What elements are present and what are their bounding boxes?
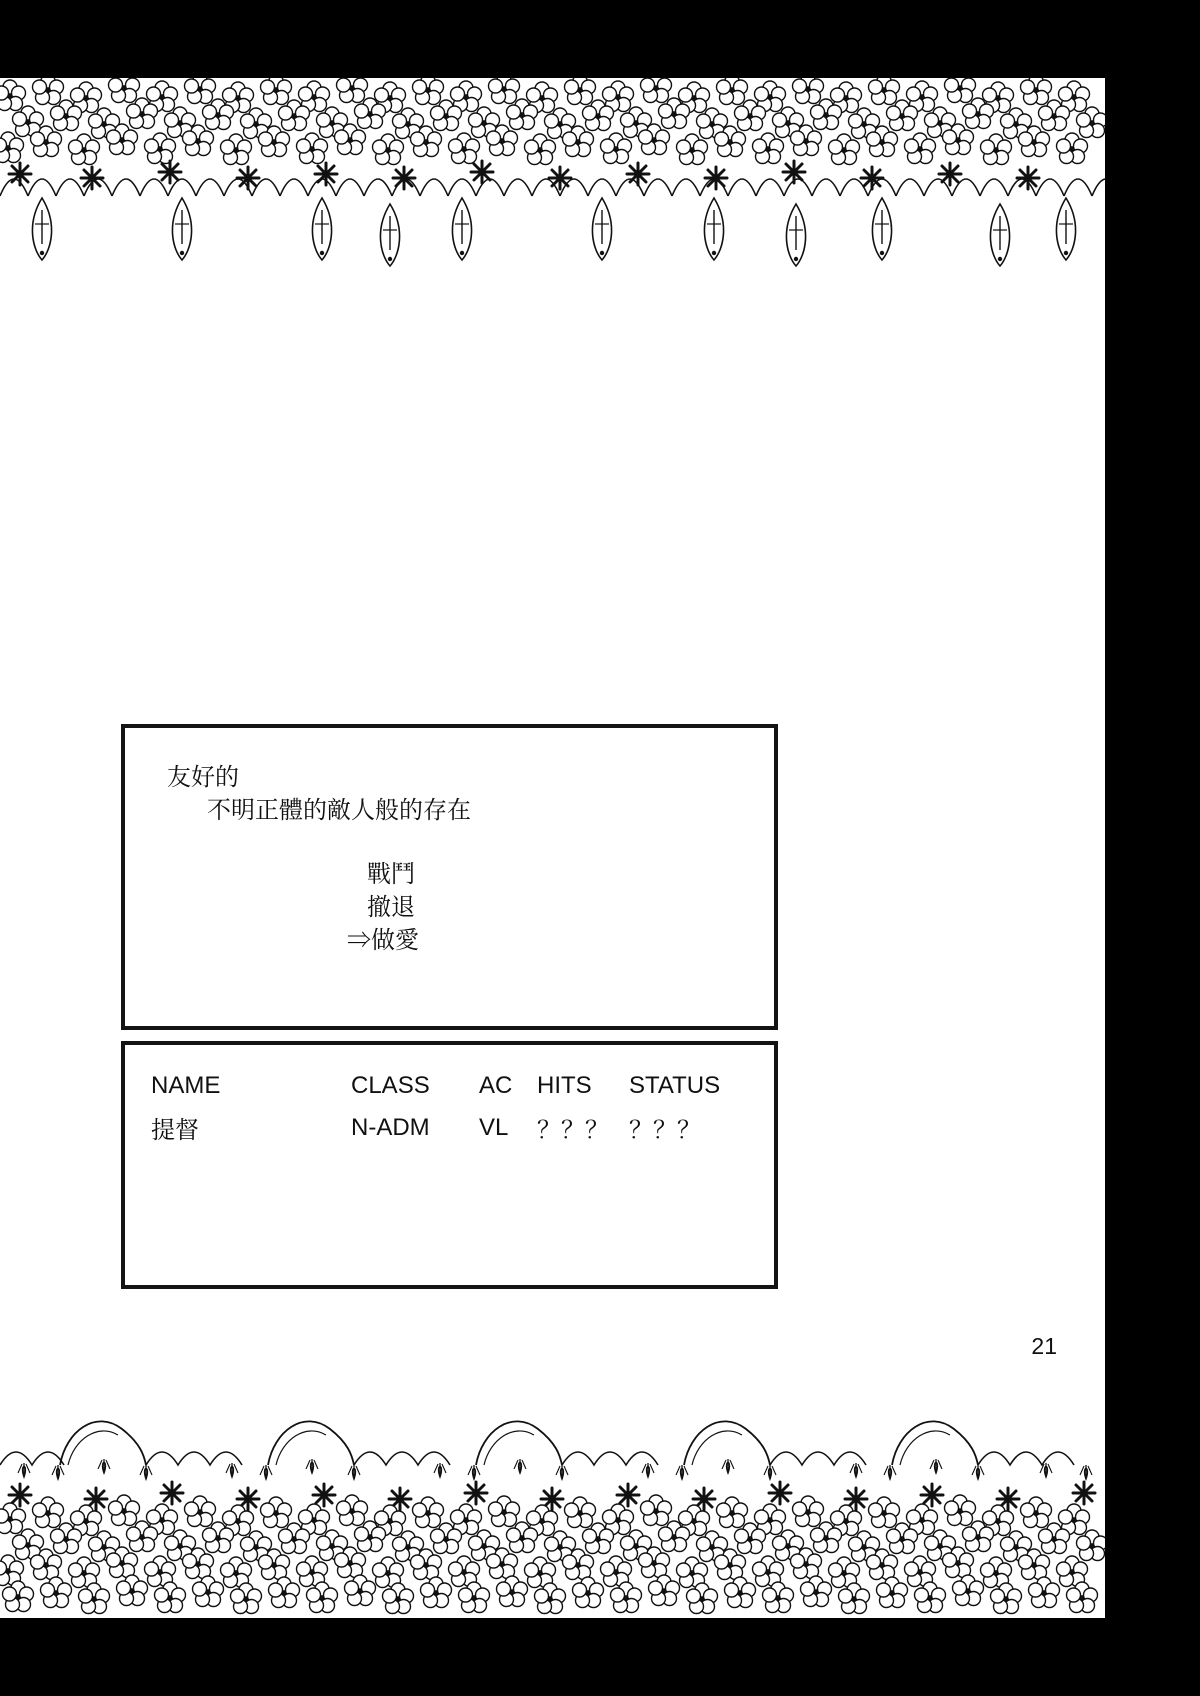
table-header-row [151,1072,739,1110]
cell-hits: ？？？ [537,1117,609,1144]
cell-ac: VL [479,1113,509,1141]
column-header-status: STATUS [629,1072,721,1099]
column-header-hits: HITS [537,1072,592,1099]
column-header-ac: AC [479,1072,513,1099]
table-row [151,1110,739,1155]
party-status-table [151,1072,739,1155]
page-number: 21 [1031,1333,1057,1359]
message-window [121,724,778,1030]
cell-class: N-ADM [351,1113,430,1141]
cell-name: 提督 [151,1117,199,1144]
menu-option-make-love[interactable]: ⇒做愛 [347,927,419,954]
lace-top-border [0,78,1105,268]
column-header-name: NAME [151,1072,221,1099]
message-line-2: 不明正體的敵人般的存在 [207,797,471,824]
comic-page [0,78,1105,1618]
cell-status: ？？？ [629,1117,701,1144]
lace-bottom-border [0,1403,1105,1618]
status-window [121,1041,778,1289]
column-header-class: CLASS [351,1072,430,1099]
menu-option-fight[interactable]: 戰鬥 [367,861,415,888]
message-line-1: 友好的 [167,764,239,791]
menu-option-retreat[interactable]: 撤退 [367,894,415,921]
